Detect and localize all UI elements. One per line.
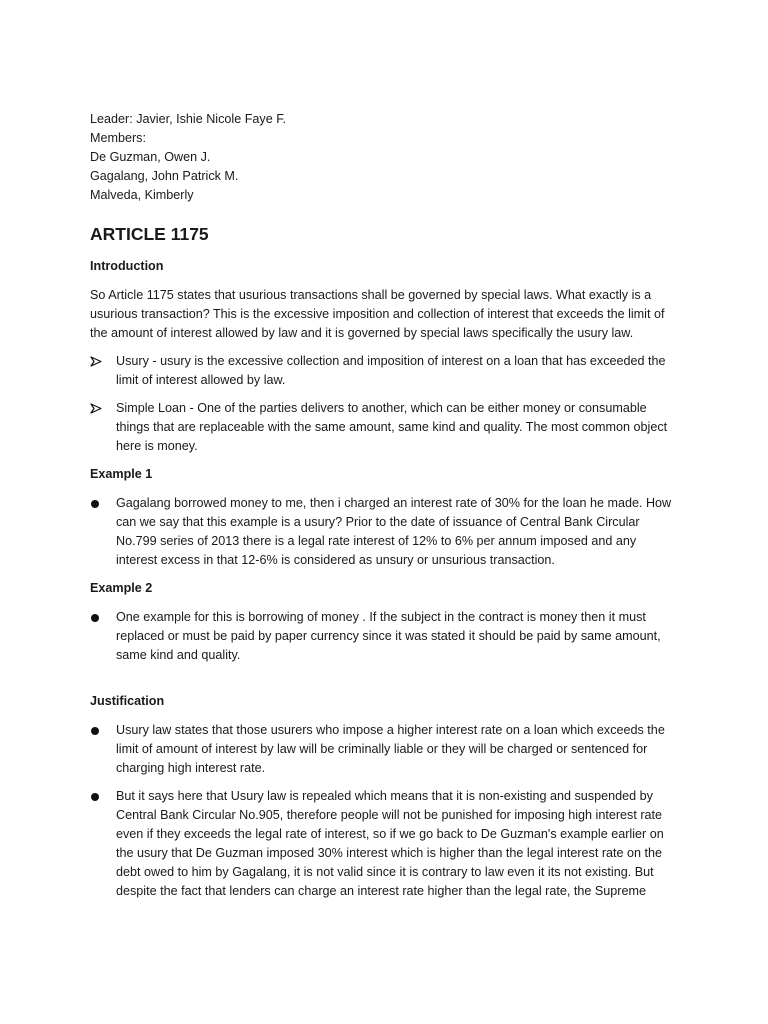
definition-item-simple-loan [90,399,680,456]
bullet-dot-icon [91,500,99,508]
bullet-dot-icon [91,727,99,735]
item-line: But it says here that Usury law is repealed which means that it is non-existing and suspended by [116,789,653,803]
example2-heading: Example 2 [90,581,153,595]
leader-line: Leader: Javier, Ishie Nicole Faye F. [90,112,286,126]
item-line: can we say that this example is a usury? Prior to the date of issuance of Central Bank Circular [116,515,640,529]
introduction-heading: Introduction [90,259,164,273]
example1-heading: Example 1 [90,467,153,481]
item-line: charging high interest rate. [116,761,266,775]
group-info [90,110,680,205]
paragraph-line: the amount of interest allowed by law and it is governed by special laws specifically the usury law. [90,326,634,340]
paragraph-line: usurious transaction? This is the excessive imposition and collection of interest that exceeds the limit of [90,307,665,321]
bullet-dot-icon [91,793,99,801]
paragraph-line: So Article 1175 states that usurious transactions shall be governed by special laws. What exactly is a [90,288,652,302]
item-line: things that are replaceable with the same amount, same kind and quality. The most common object [116,420,668,434]
item-line: even if they exceeds the legal rate of interest, so if we go back to De Guzman's example earlier on [116,827,664,841]
item-line: Gagalang borrowed money to me, then i charged an interest rate of 30% for the loan he made. How [116,496,672,510]
item-line: debt owed to him by Gagalang, it is not valid since it is contrary to law even it its not existing. But [116,865,654,879]
item-line: the usury that De Guzman imposed 30% interest which is higher than the legal interest rate on the [116,846,663,860]
example2-item [90,608,680,665]
item-line: Usury law states that those usurers who impose a higher interest rate on a loan which exceeds the [116,723,665,737]
members-label: Members: [90,131,146,145]
item-line: One example for this is borrowing of money . If the subject in the contract is money then it must [116,610,646,624]
item-line: limit of interest allowed by law. [116,373,286,387]
item-line: Usury - usury is the excessive collection and imposition of interest on a loan that has exceeded the [116,354,666,368]
justification-heading: Justification [90,694,165,708]
member-name: De Guzman, Owen J. [90,150,211,164]
item-line: Central Bank Circular No.905, therefore people will not be punished for imposing high interest rate [116,808,663,822]
justification-item [90,721,680,778]
item-line: despite the fact that lenders can charge an interest rate higher than the legal rate, the Supreme [116,884,646,898]
justification-item [90,787,680,901]
item-line: Simple Loan - One of the parties delivers to another, which can be either money or consumable [116,401,647,415]
item-line: interest excess in that 12-6% is considered as unsury or unsurious transaction. [116,553,555,567]
definition-item-usury [90,352,680,390]
member-name: Malveda, Kimberly [90,188,194,202]
document-page [90,110,680,910]
spacer [90,674,680,692]
item-line: No.799 series of 2013 there is a legal rate interest of 12% to 6% per annum imposed and any [116,534,637,548]
example1-item [90,494,680,570]
item-line: replaced or must be paid by paper currency since it was stated it should be paid by same amount, [116,629,661,643]
item-line: here is money. [116,439,198,453]
introduction-paragraph [90,286,680,343]
member-name: Gagalang, John Patrick M. [90,169,239,183]
item-line: same kind and quality. [116,648,241,662]
item-line: limit of amount of interest by law will be criminally liable or they will be charged or sentenced for [116,742,648,756]
document-title: ARTICLE 1175 [90,224,209,244]
bullet-dot-icon [91,614,99,622]
